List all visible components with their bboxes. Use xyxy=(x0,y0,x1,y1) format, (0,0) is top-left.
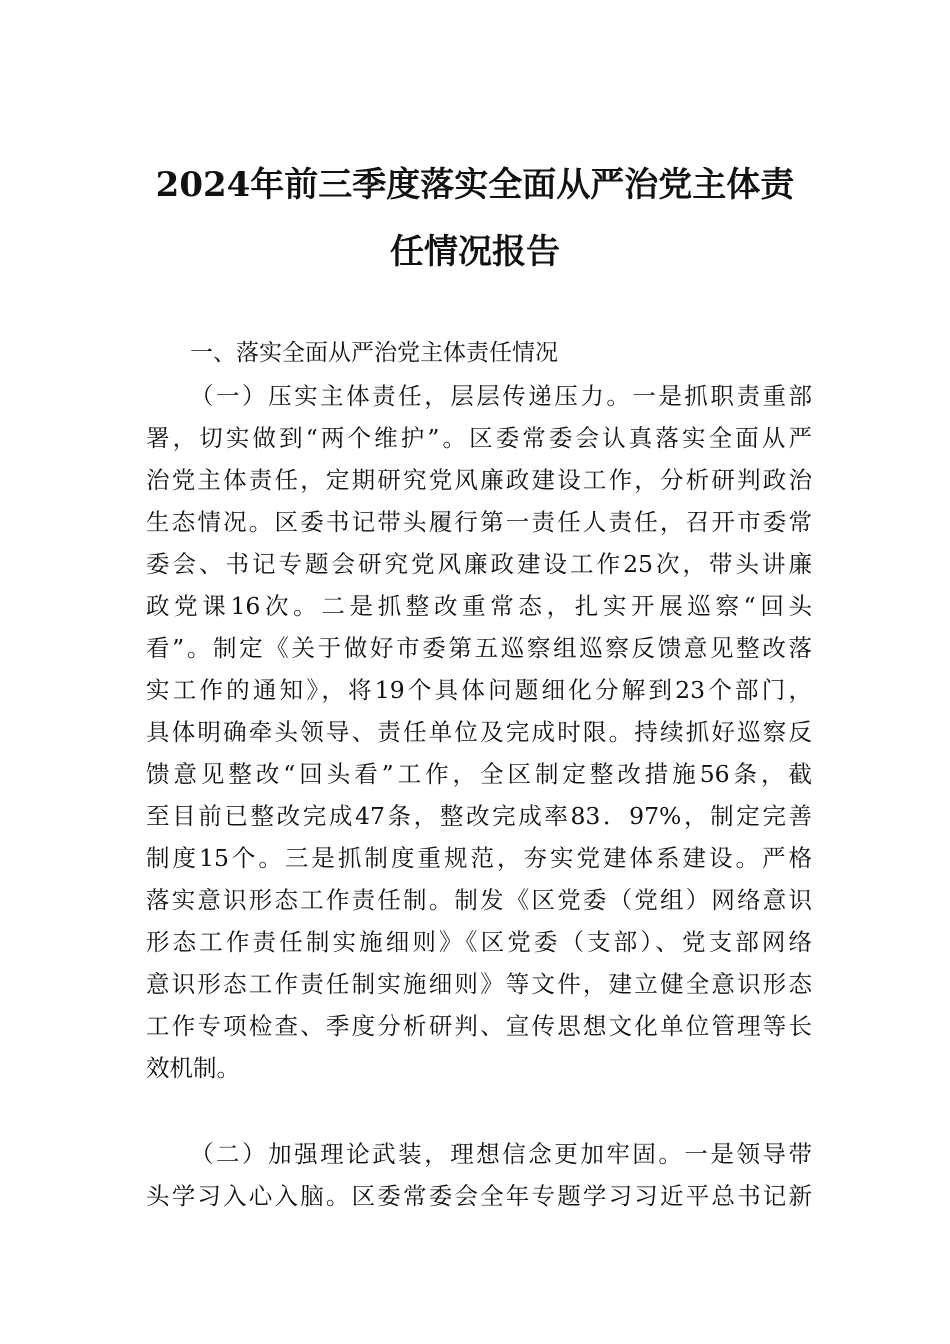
document-title-line-2: 任情况报告 xyxy=(390,232,560,272)
paragraph-line: 委会、书记专题会研究党风廉政建设工作25次，带头讲廉 xyxy=(146,550,812,578)
paragraph-line: （二）加强理论武装，理想信念更加牢固。一是领导带 xyxy=(190,1140,812,1168)
paragraph-line: 效机制。 xyxy=(146,1054,240,1082)
paragraph-2 xyxy=(146,1133,812,1217)
paragraph-line: 政党课16次。二是抓整改重常态，扎实开展巡察“回头 xyxy=(146,592,812,620)
paragraph-line: 制度15个。三是抓制度重规范，夯实党建体系建设。严格 xyxy=(146,844,812,872)
paragraph-line: 至目前已整改完成47条，整改完成率83．97%，制定完善 xyxy=(146,802,812,830)
paragraph-line: 意识形态工作责任制实施细则》等文件，建立健全意识形态 xyxy=(146,970,812,998)
paragraph-line: 署，切实做到“两个维护”。区委常委会认真落实全面从严 xyxy=(146,424,812,452)
paragraph-line: 工作专项检查、季度分析研判、宣传思想文化单位管理等长 xyxy=(146,1012,812,1040)
paragraph-line: 生态情况。区委书记带头履行第一责任人责任，召开市委常 xyxy=(146,508,812,536)
paragraph-line: 形态工作责任制实施细则》《区党委（支部）、党支部网络 xyxy=(146,928,812,956)
paragraph-line: 头学习入心入脑。区委常委会全年专题学习习近平总书记新 xyxy=(146,1182,812,1210)
document-title-line-1: 2024年前三季度落实全面从严治党主体责 xyxy=(155,165,795,205)
paragraph-line: 具体明确牵头领导、责任单位及完成时限。持续抓好巡察反 xyxy=(146,718,812,746)
paragraph-line: 治党主体责任，定期研究党风廉政建设工作，分析研判政治 xyxy=(146,466,812,494)
section-heading: 一、落实全面从严治党主体责任情况 xyxy=(190,340,558,366)
paragraph-1 xyxy=(146,375,812,1089)
paragraph-line: 看”。制定《关于做好市委第五巡察组巡察反馈意见整改落 xyxy=(146,634,812,662)
paragraph-line: （一）压实主体责任，层层传递压力。一是抓职责重部 xyxy=(190,382,812,410)
paragraph-line: 落实意识形态工作责任制。制发《区党委（党组）网络意识 xyxy=(146,886,812,914)
paragraph-line: 馈意见整改“回头看”工作，全区制定整改措施56条，截 xyxy=(146,760,812,788)
paragraph-line: 实工作的通知》，将19个具体问题细化分解到23个部门， xyxy=(146,676,812,704)
